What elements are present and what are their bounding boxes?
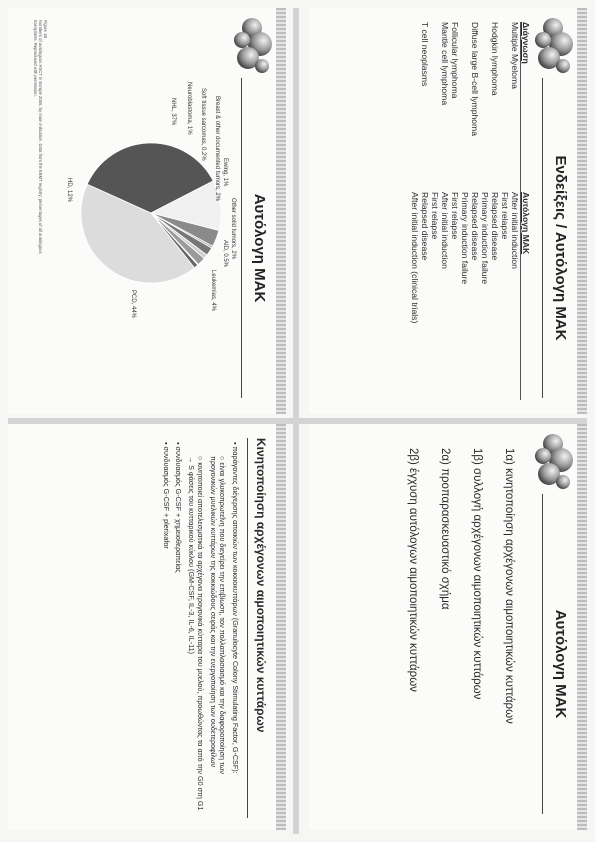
slide-body <box>309 424 587 830</box>
figure-note <box>33 20 48 260</box>
pie-label-soft-tissue: Soft tissue sarcomas, 0.2% <box>200 88 206 161</box>
cell-diagnosis: Multiple Myeloma <box>510 22 520 89</box>
cell-diagnosis: T cell neoplasms <box>420 22 430 87</box>
slide-mobilization-rotated <box>8 424 286 830</box>
cell-indication: Primary induction failure <box>460 192 470 285</box>
pie-label-aid: AID, 0.5% <box>222 240 228 268</box>
col-header-diagnosis: Διάγνωση <box>521 22 531 64</box>
cell-indication: Relapsed disease <box>490 192 500 261</box>
table-row <box>410 22 430 400</box>
cell-indication: Relapsed disease <box>470 192 480 261</box>
slide-body <box>309 8 587 414</box>
slide-steps-rotated <box>309 424 587 830</box>
bullet-text: ▪ συνδυασμός G-CSF + plerixafor <box>162 442 171 549</box>
table-row <box>450 22 460 400</box>
slide-title: Αυτόλογη ΜΑΚ <box>552 609 569 719</box>
indications-table <box>410 22 531 400</box>
list-item: 2α) προπαρασκευαστικό σχήμα <box>439 448 451 610</box>
cell-indication: First relapse <box>430 192 440 240</box>
pie-label-pcd: PCD, 44% <box>130 290 136 319</box>
sub-bullet-glycoprotein: είναι γλυκοπρωτεΐνη που διεγείρει την επιβίωση, τον πολλαπλασιασμό και την διαφοροποίηση των προγονικών μυελικών κυττάρων της κοκκιώδους σειράς και την ενεργοποίηση των ουδετεροφίλων <box>209 456 228 774</box>
pie-label-ewing: Ewing, 1% <box>222 158 228 187</box>
slide-indications-rotated <box>309 8 587 414</box>
bullet-text: ▪ συνδυασμός G-CSF + χημειοθεραπείας <box>174 442 184 573</box>
slide-title: Κινητοποίηση αρχέγονων αιμοποιητικών κυττάρων <box>254 438 268 733</box>
slide-content <box>159 442 241 814</box>
cell-diagnosis: Follicular lymphoma <box>450 22 460 99</box>
pie-label-neuroblastoma: Neuroblastoma, 1% <box>186 82 192 135</box>
pie-label-hd: HD, 12% <box>66 178 72 203</box>
pie-label-leukemias: Leukemias, 4% <box>210 270 216 312</box>
slide-stripe <box>276 8 286 414</box>
cell-indication: After initial induction <box>440 192 450 269</box>
table-row <box>480 22 500 400</box>
title-rule <box>542 78 543 398</box>
cell-diagnosis: Diffuse large B-cell lymphoma <box>470 22 480 136</box>
bullet-chemo: συνδυασμός G-CSF + χημειοθεραπείας <box>174 446 184 573</box>
bullet-gcsf: παράγοντες διέγερσης αποικιών των κοκκιοκυττάρων (Granulocyte Colony Stimulating Factor, G-CSF): <box>231 446 240 774</box>
cells-logo-icon <box>533 430 575 492</box>
cells-logo-icon <box>533 14 575 76</box>
title-rule <box>241 78 242 398</box>
sub-bullet-mobilizes: κινητοποιεί αποτελεσματικά τα αρχέγονα προγονικά κύτταρα του μυελού, προωθώντας τα από την G0 στη G1 → S φάσεις του κυτταρικού κύκλου (GM-CSF, IL-3, IL-6, IL-11) <box>187 456 206 811</box>
slide-pie-rotated <box>8 8 286 414</box>
table-header <box>520 22 531 400</box>
pie-label-nhl: NHL, 37% <box>170 98 176 126</box>
table-row <box>460 22 480 400</box>
cell-indication: After initial induction (clinical trials) <box>410 192 420 324</box>
cell-indication: Primary induction failure <box>480 192 490 285</box>
col-header-auto: Αυτόλογη ΜΑΚ <box>521 192 531 255</box>
cell-diagnosis: Mantle cell lymphoma <box>440 22 450 106</box>
list-item: 1α) κινητοποίηση αρχέγονων αιμοποιητικών κυττάρων <box>503 448 515 724</box>
title-rule <box>542 494 543 814</box>
list-item: 1β) συλλογή αρχέγονων αιμοποιητικών κυττάρων <box>471 448 483 700</box>
pie-label-breast: Breast & other documented tumors, 2% <box>214 96 220 202</box>
slide-stripe <box>276 424 286 830</box>
title-rule <box>247 438 248 818</box>
figure-caption: Numbers of autologous HSCT in Europe 2006, by main indication. Data from the EBMT registry; percentages of all autologous transplants. Reproduced with permission. <box>33 20 43 254</box>
slide-body <box>8 424 286 830</box>
bullet-text: ▪ παράγοντες διέγερσης αποικιών των κοκκιοκυττάρων (Granulocyte Colony Stimulating Factor, G-CSF): <box>231 442 240 774</box>
slide-stripe <box>577 8 587 414</box>
table-row <box>500 22 520 400</box>
cell-diagnosis: Hodgkin lymphoma <box>490 22 500 96</box>
cells-logo-icon <box>232 14 274 76</box>
table-row <box>430 22 450 400</box>
slide-title: Αυτόλογη ΜΑΚ <box>251 193 268 303</box>
slide-stripe <box>577 424 587 830</box>
slide-body <box>8 8 286 414</box>
cell-indication: First relapse <box>450 192 460 240</box>
sub-bullet-text: ○ είναι γλυκοπρωτεΐνη που διεγείρει την επιβίωση, τον πολλαπλασιασμό και την διαφοροποίηση των προγονικών μυελικών κυττάρων της κοκκιώδους σειράς και την ενεργοποίηση των ουδετεροφίλων <box>209 456 228 774</box>
list-item: 2β) έγχυση αυτόλογων αιμοποιητικών κυττάρων <box>407 448 419 692</box>
steps-list <box>389 448 517 818</box>
sub-bullet-text: ○ κινητοποιεί αποτελεσματικά τα αρχέγονα προγονικά κύτταρα του μυελού, προωθώντας τα από την G0 στη G1 → S φάσεις του κυτταρικού κύκλου (GM-CSF, IL-3, IL-6, IL-11) <box>187 456 206 811</box>
cell-indication: First relapse <box>500 192 510 240</box>
pie-label-other-solid: Other solid tumors, 2% <box>230 198 236 260</box>
slide-title: Ενδείξεις / Αυτόλογη ΜΑΚ <box>552 155 569 341</box>
cell-indication: After initial induction <box>510 192 520 269</box>
cell-indication: Relapsed disease <box>420 192 430 261</box>
bullet-plerixafor: συνδυασμός G-CSF + plerixafor <box>162 446 171 549</box>
figure-label: Figure 1B <box>43 20 48 39</box>
